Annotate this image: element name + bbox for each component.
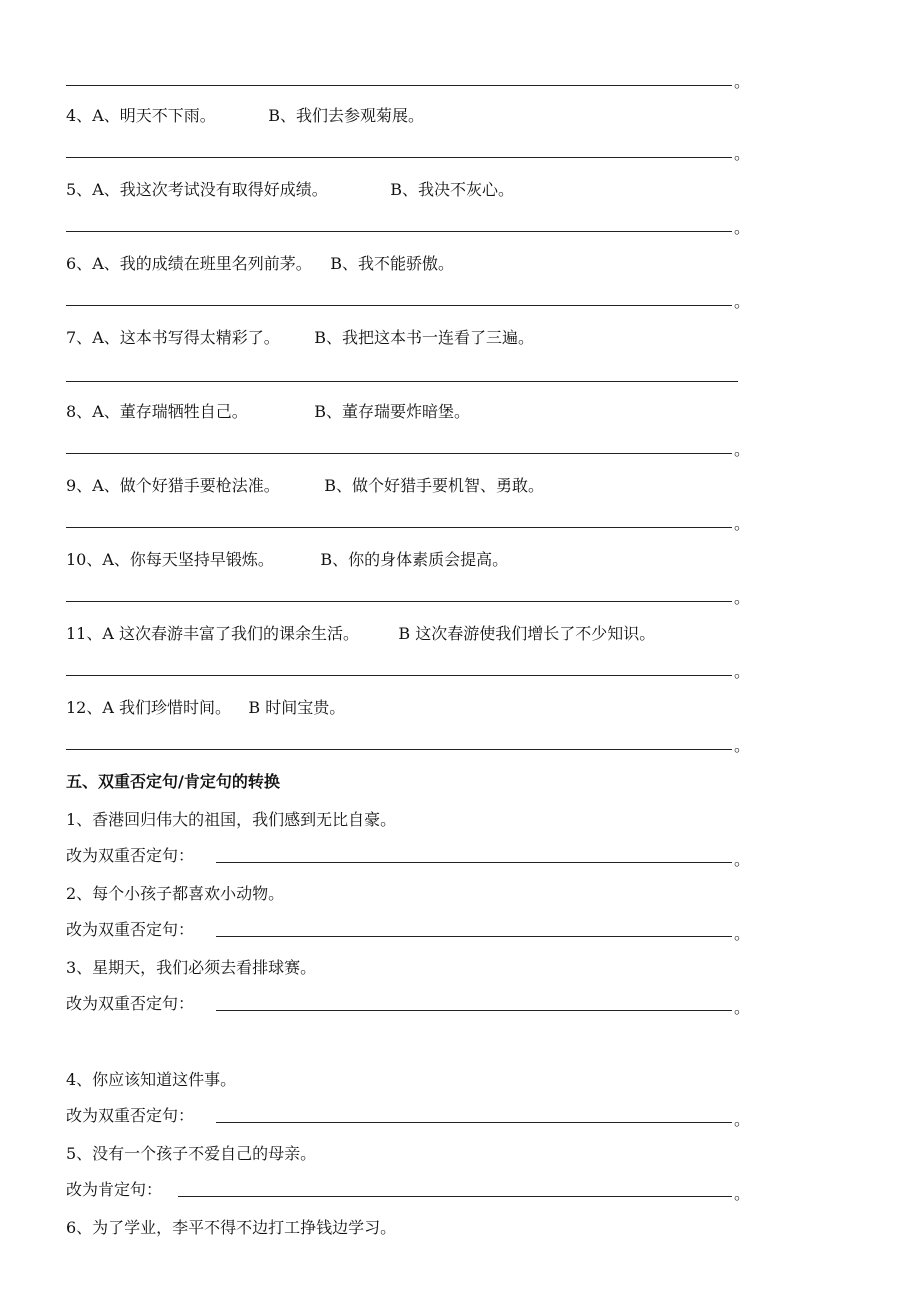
- sentence-b: B、做个好猎手要机智、勇敢。: [324, 476, 544, 495]
- answer-rule: [66, 157, 732, 158]
- answer-rule: [66, 381, 738, 382]
- answer-period: 。: [734, 218, 751, 237]
- answer-rule: [178, 1196, 732, 1197]
- question-number: 12、: [66, 698, 103, 717]
- s5-answer-2[interactable]: [66, 918, 756, 944]
- answer-rule: [216, 1010, 732, 1011]
- answer-rule: [66, 305, 732, 306]
- question-9: [66, 474, 544, 498]
- question-6: [66, 252, 454, 276]
- s5-sentence-6: 6、为了学业，李平不得不边打工挣钱边学习。: [66, 1218, 397, 1237]
- answer-period: 。: [734, 1110, 751, 1129]
- answer-rule: [216, 1122, 732, 1123]
- question-12: [66, 696, 345, 720]
- sentence-b: B 这次春游使我们增长了不少知识。: [398, 624, 656, 643]
- answer-rule: [66, 231, 732, 232]
- answer-period: 。: [734, 850, 751, 869]
- s5-sentence-4: 4、你应该知道这件事。: [66, 1070, 237, 1089]
- answer-rule: [66, 749, 732, 750]
- section-5-title: 五、双重否定句/肯定句的转换: [66, 772, 280, 791]
- question-11: [66, 622, 655, 646]
- answer-rule: [66, 601, 732, 602]
- question-number: 6、: [66, 254, 93, 273]
- answer-rule: [66, 527, 732, 528]
- sentence-a: A、我这次考试没有取得好成绩。: [92, 180, 328, 199]
- question-number: 10、: [66, 550, 103, 569]
- sentence-b: B、我决不灰心。: [390, 180, 514, 199]
- answer-rule: [216, 862, 732, 863]
- sentence-a: A、这本书写得太精彩了。: [92, 328, 280, 347]
- answer-rule: [216, 936, 732, 937]
- answer-rule: [66, 85, 732, 86]
- sentence-a: A 这次春游丰富了我们的课余生活。: [102, 624, 360, 643]
- answer-period: 。: [734, 736, 751, 755]
- question-number: 9、: [66, 476, 93, 495]
- sentence-b: B、董存瑞要炸暗堡。: [314, 402, 470, 421]
- answer-period: 。: [734, 1184, 751, 1203]
- answer-rule: [66, 675, 732, 676]
- answer-period: 。: [734, 924, 751, 943]
- answer-period: 。: [734, 998, 751, 1017]
- question-4: [66, 104, 424, 128]
- answer-rule: [66, 453, 732, 454]
- rewrite-label: 改为双重否定句：: [66, 920, 195, 939]
- answer-period: 。: [734, 440, 751, 459]
- question-number: 8、: [66, 402, 93, 421]
- rewrite-label: 改为双重否定句：: [66, 994, 195, 1013]
- question-5: [66, 178, 514, 202]
- sentence-b: B 时间宝贵。: [248, 698, 346, 717]
- answer-period: 。: [734, 588, 751, 607]
- question-number: 5、: [66, 180, 93, 199]
- sentence-a: A、你每天坚持早锻炼。: [102, 550, 274, 569]
- question-number: 4、: [66, 106, 93, 125]
- question-8: [66, 400, 470, 424]
- answer-period: 。: [734, 662, 751, 681]
- answer-period: 。: [734, 72, 751, 91]
- s5-answer-1[interactable]: [66, 844, 756, 870]
- sentence-a: A、董存瑞牺牲自己。: [92, 402, 248, 421]
- sentence-a: A、做个好猎手要枪法准。: [92, 476, 280, 495]
- rewrite-label: 改为双重否定句：: [66, 846, 195, 865]
- question-number: 11、: [66, 624, 103, 643]
- question-7: [66, 326, 534, 350]
- s5-sentence-3: 3、星期天，我们必须去看排球赛。: [66, 958, 317, 977]
- sentence-b: B、你的身体素质会提高。: [320, 550, 509, 569]
- s5-answer-3[interactable]: [66, 992, 756, 1018]
- s5-sentence-1: 1、香港回归伟大的祖国，我们感到无比自豪。: [66, 810, 397, 829]
- s5-sentence-5: 5、没有一个孩子不爱自己的母亲。: [66, 1144, 317, 1163]
- s5-sentence-2: 2、每个小孩子都喜欢小动物。: [66, 884, 285, 903]
- sentence-a: A、明天不下雨。: [92, 106, 216, 125]
- answer-period: 。: [734, 514, 751, 533]
- answer-period: 。: [734, 144, 751, 163]
- sentence-b: B、我们去参观菊展。: [268, 106, 424, 125]
- question-number: 7、: [66, 328, 93, 347]
- question-10: [66, 548, 508, 572]
- sentence-b: B、我不能骄傲。: [330, 254, 454, 273]
- sentence-a: A、我的成绩在班里名列前茅。: [92, 254, 312, 273]
- sentence-b: B、我把这本书一连看了三遍。: [314, 328, 534, 347]
- rewrite-label: 改为肯定句：: [66, 1180, 163, 1199]
- sentence-a: A 我们珍惜时间。: [102, 698, 232, 717]
- answer-period: 。: [734, 292, 751, 311]
- s5-answer-4[interactable]: [66, 1104, 756, 1130]
- rewrite-label: 改为双重否定句：: [66, 1106, 195, 1125]
- s5-answer-5[interactable]: [66, 1178, 756, 1204]
